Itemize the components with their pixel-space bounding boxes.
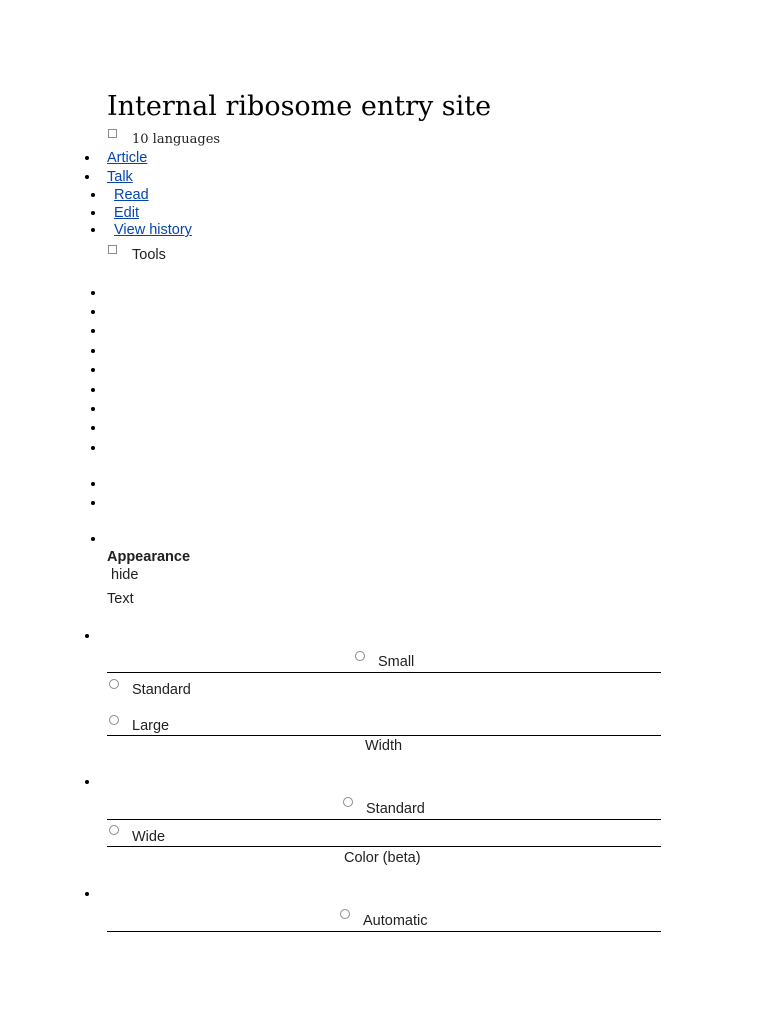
divider	[107, 846, 661, 847]
text-size-small-radio[interactable]	[355, 651, 365, 661]
tools-list-bullet	[91, 501, 95, 505]
width-label: Width	[365, 738, 403, 754]
text-size-standard-label[interactable]: Standard	[132, 682, 191, 698]
divider	[107, 931, 661, 932]
tools-list-bullet	[91, 368, 95, 372]
list-bullet	[91, 193, 95, 197]
tools-list-bullet	[91, 446, 95, 450]
appearance-hide-button[interactable]: hide	[111, 567, 139, 583]
tools-list-bullet	[91, 329, 95, 333]
page-title: Internal ribosome entry site	[107, 91, 492, 122]
color-automatic-label[interactable]: Automatic	[363, 913, 428, 929]
tools-list-bullet	[91, 407, 95, 411]
list-bullet	[85, 892, 89, 896]
appearance-heading: Appearance	[107, 549, 191, 565]
list-bullet	[85, 175, 89, 179]
tab-read[interactable]: Read	[114, 187, 149, 203]
width-wide-label[interactable]: Wide	[132, 829, 166, 845]
color-automatic-radio[interactable]	[340, 909, 350, 919]
width-standard-label[interactable]: Standard	[366, 801, 425, 817]
languages-label[interactable]: 10 languages	[132, 132, 221, 147]
list-bullet	[85, 156, 89, 160]
list-bullet	[85, 634, 89, 638]
list-bullet	[91, 228, 95, 232]
tools-label[interactable]: Tools	[132, 247, 166, 263]
text-size-label: Text	[107, 591, 134, 607]
tools-checkbox[interactable]	[108, 245, 117, 254]
tools-list-bullet	[91, 349, 95, 353]
list-bullet	[85, 780, 89, 784]
divider	[107, 672, 661, 673]
tab-talk[interactable]: Talk	[107, 169, 133, 185]
tools-list-bullet	[91, 482, 95, 486]
list-bullet	[91, 211, 95, 215]
tools-list-bullet	[91, 388, 95, 392]
text-size-large-radio[interactable]	[109, 715, 119, 725]
tools-list-bullet	[91, 537, 95, 541]
width-standard-radio[interactable]	[343, 797, 353, 807]
tools-list-bullet	[91, 291, 95, 295]
text-size-standard-radio[interactable]	[109, 679, 119, 689]
text-size-large-label[interactable]: Large	[132, 718, 170, 734]
divider	[107, 735, 661, 736]
tools-list-bullet	[91, 310, 95, 314]
color-label: Color (beta)	[344, 850, 421, 866]
tools-list-bullet	[91, 426, 95, 430]
text-size-small-label[interactable]: Small	[378, 654, 415, 670]
tab-edit[interactable]: Edit	[114, 205, 139, 221]
divider	[107, 819, 661, 820]
tab-article[interactable]: Article	[107, 150, 148, 166]
languages-checkbox[interactable]	[108, 129, 117, 138]
tab-view-history[interactable]: View history	[114, 222, 192, 238]
width-wide-radio[interactable]	[109, 825, 119, 835]
